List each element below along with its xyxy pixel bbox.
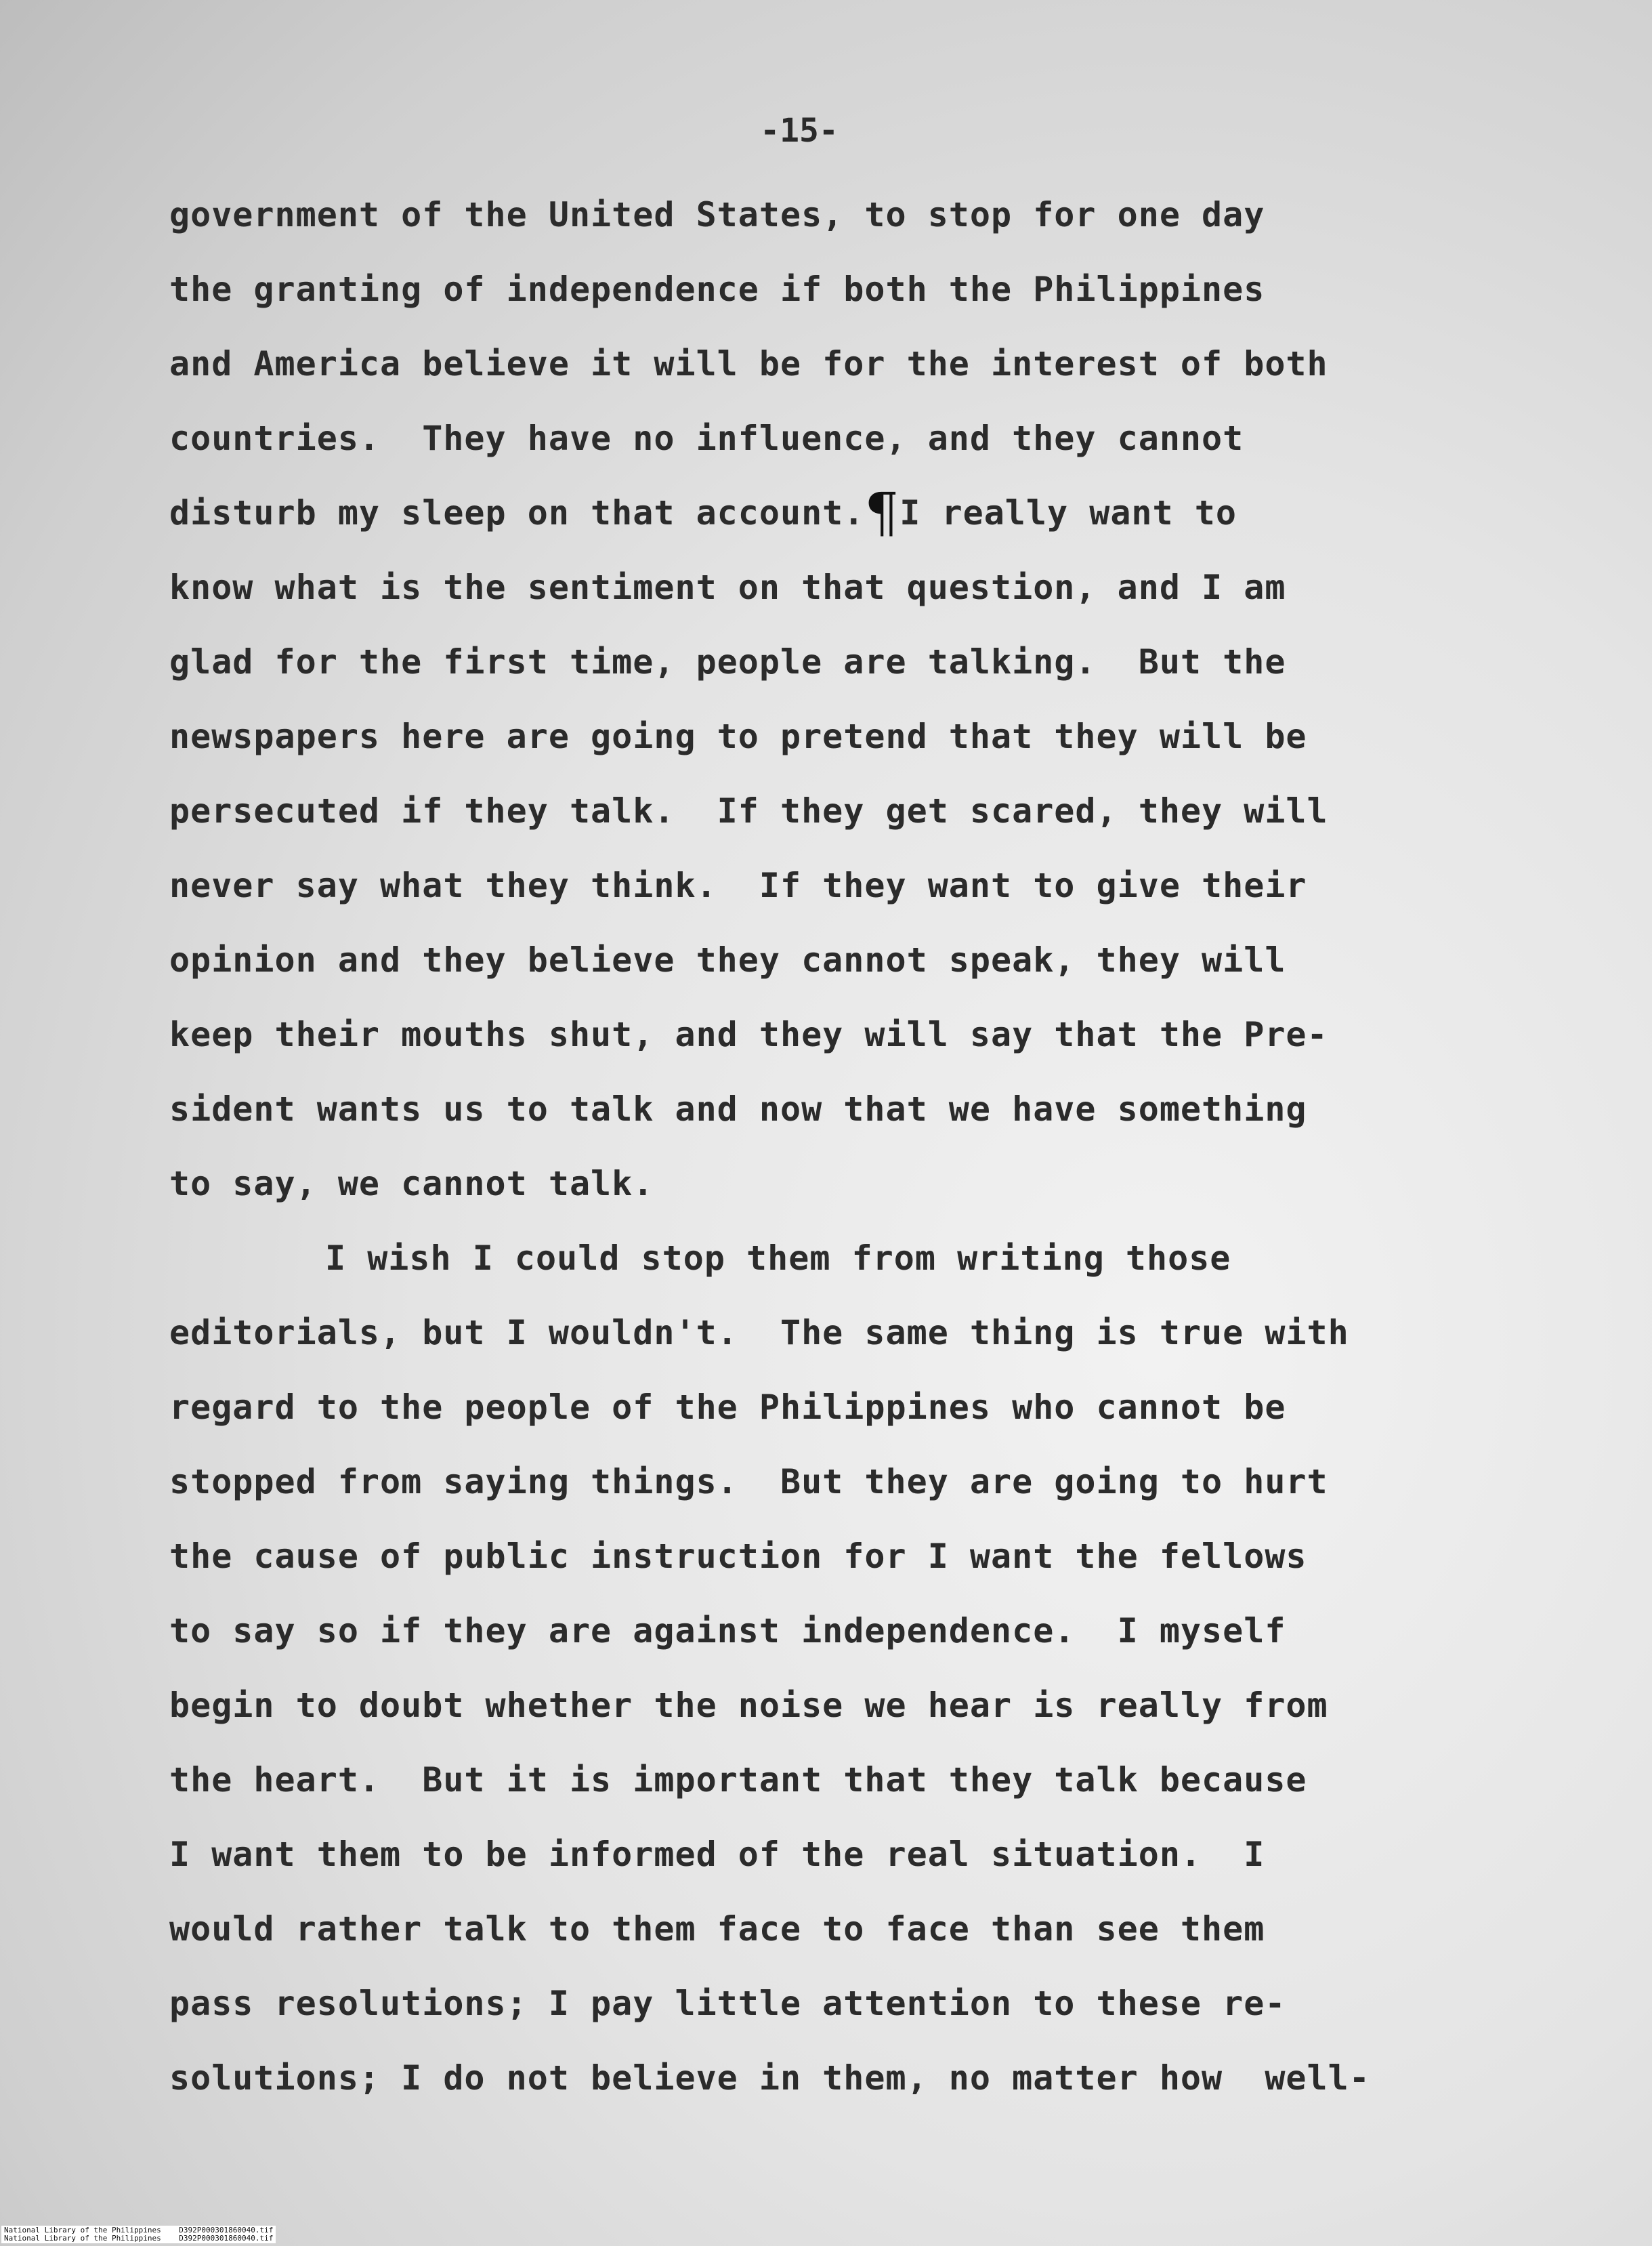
footer-row: National Library of the Philippines D392P000301860040.tif bbox=[4, 2226, 274, 2234]
text-line: editorials, but I wouldn't. The same thing is true with bbox=[169, 1313, 1349, 1352]
text-line: begin to doubt whether the noise we hear is really from bbox=[169, 1686, 1328, 1725]
text-line: countries. They have no influence, and they cannot bbox=[169, 419, 1244, 458]
text-line-segment: I really want to bbox=[899, 493, 1237, 533]
text-line: glad for the first time, people are talking. But the bbox=[169, 642, 1286, 682]
text-line: regard to the people of the Philippines who cannot be bbox=[169, 1388, 1286, 1427]
text-line: never say what they think. If they want to give their bbox=[169, 866, 1307, 905]
paragraph-mark: ¶ bbox=[864, 481, 900, 544]
page-number: -15- bbox=[760, 112, 839, 150]
text-line: government of the United States, to stop for one day bbox=[169, 195, 1265, 234]
text-line: to say so if they are against independence. I myself bbox=[169, 1611, 1286, 1650]
text-line: solutions; I do not believe in them, no matter how well- bbox=[169, 2058, 1370, 2098]
text-line: the granting of independence if both the Philippines bbox=[169, 270, 1265, 309]
text-line: to say, we cannot talk. bbox=[169, 1164, 654, 1203]
text-line: newspapers here are going to pretend that they will be bbox=[169, 717, 1307, 756]
text-line: keep their mouths shut, and they will say that the Pre- bbox=[169, 1015, 1328, 1054]
footer-row: National Library of the Philippines D392P000301860040.tif bbox=[4, 2234, 274, 2243]
text-line: opinion and they believe they cannot speak, they will bbox=[169, 940, 1286, 980]
text-line: the cause of public instruction for I want the fellows bbox=[169, 1537, 1307, 1576]
text-line bbox=[169, 476, 1538, 550]
archive-footer bbox=[1, 2226, 276, 2243]
text-line: I wish I could stop them from writing those bbox=[325, 1239, 1231, 1278]
text-line: I want them to be informed of the real situation. I bbox=[169, 1835, 1265, 1874]
text-line-segment: disturb my sleep on that account. bbox=[169, 493, 865, 533]
text-line: and America believe it will be for the interest of both bbox=[169, 344, 1328, 383]
text-line: would rather talk to them face to face than see them bbox=[169, 1909, 1265, 1949]
typed-text-body bbox=[169, 178, 1538, 2115]
text-line: pass resolutions; I pay little attention to these re- bbox=[169, 1984, 1286, 2023]
text-line: stopped from saying things. But they are going to hurt bbox=[169, 1462, 1328, 1501]
text-line: the heart. But it is important that they talk because bbox=[169, 1760, 1307, 1800]
text-line: sident wants us to talk and now that we have something bbox=[169, 1089, 1307, 1129]
text-line: know what is the sentiment on that question, and I am bbox=[169, 568, 1286, 607]
text-line: persecuted if they talk. If they get scared, they will bbox=[169, 791, 1328, 831]
